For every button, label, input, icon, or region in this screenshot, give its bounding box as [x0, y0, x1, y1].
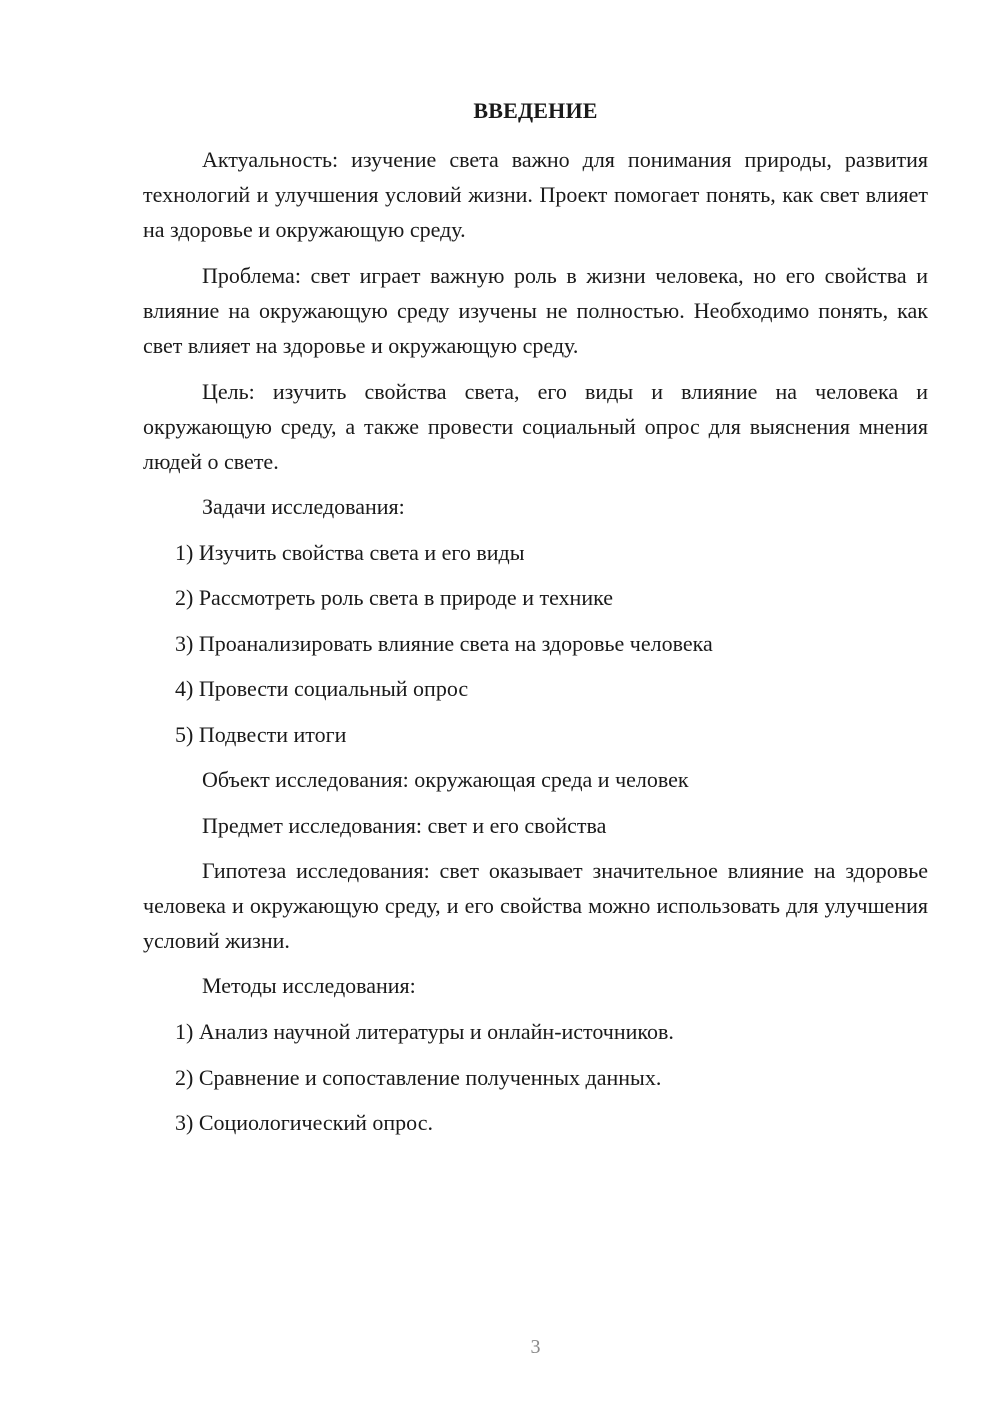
method-item: 2) Сравнение и сопоставление полученных данных.: [175, 1065, 662, 1090]
research-object: Объект исследования: окружающая среда и человек: [202, 767, 689, 792]
task-item: 1) Изучить свойства света и его виды: [175, 540, 525, 565]
goal-paragraph: Цель: изучить свойства света, его виды и влияние на человека и окружающую среду, а также провести социальный опрос для выяснения мнения людей о свете.: [143, 379, 928, 474]
page-number: 3: [530, 1336, 541, 1358]
method-item: 1) Анализ научной литературы и онлайн-источников.: [175, 1019, 674, 1044]
task-item: 5) Подвести итоги: [175, 722, 347, 747]
research-subject: Предмет исследования: свет и его свойства: [202, 813, 607, 838]
tasks-title: Задачи исследования:: [202, 494, 405, 519]
hypothesis-paragraph: Гипотеза исследования: свет оказывает значительное влияние на здоровье человека и окружающую среду, и его свойства можно использовать для улучшения условий жизни.: [143, 858, 928, 953]
method-item: 3) Социологический опрос.: [175, 1110, 433, 1135]
section-heading: ВВЕДЕНИЕ: [473, 98, 598, 123]
task-item: 3) Проанализировать влияние света на здоровье человека: [175, 631, 713, 656]
relevance-paragraph: Актуальность: изучение света важно для понимания природы, развития технологий и улучшения условий жизни. Проект помогает понять, как свет влияет на здоровье и окружающую среду.: [143, 147, 928, 242]
methods-title: Методы исследования:: [202, 973, 416, 998]
task-item: 2) Рассмотреть роль света в природе и технике: [175, 585, 614, 610]
task-item: 4) Провести социальный опрос: [175, 676, 469, 701]
problem-paragraph: Проблема: свет играет важную роль в жизни человека, но его свойства и влияние на окружающую среду изучены не полностью. Необходимо понять, как свет влияет на здоровье и окружающую среду.: [143, 263, 928, 358]
document-page: [143, 0, 928, 1414]
